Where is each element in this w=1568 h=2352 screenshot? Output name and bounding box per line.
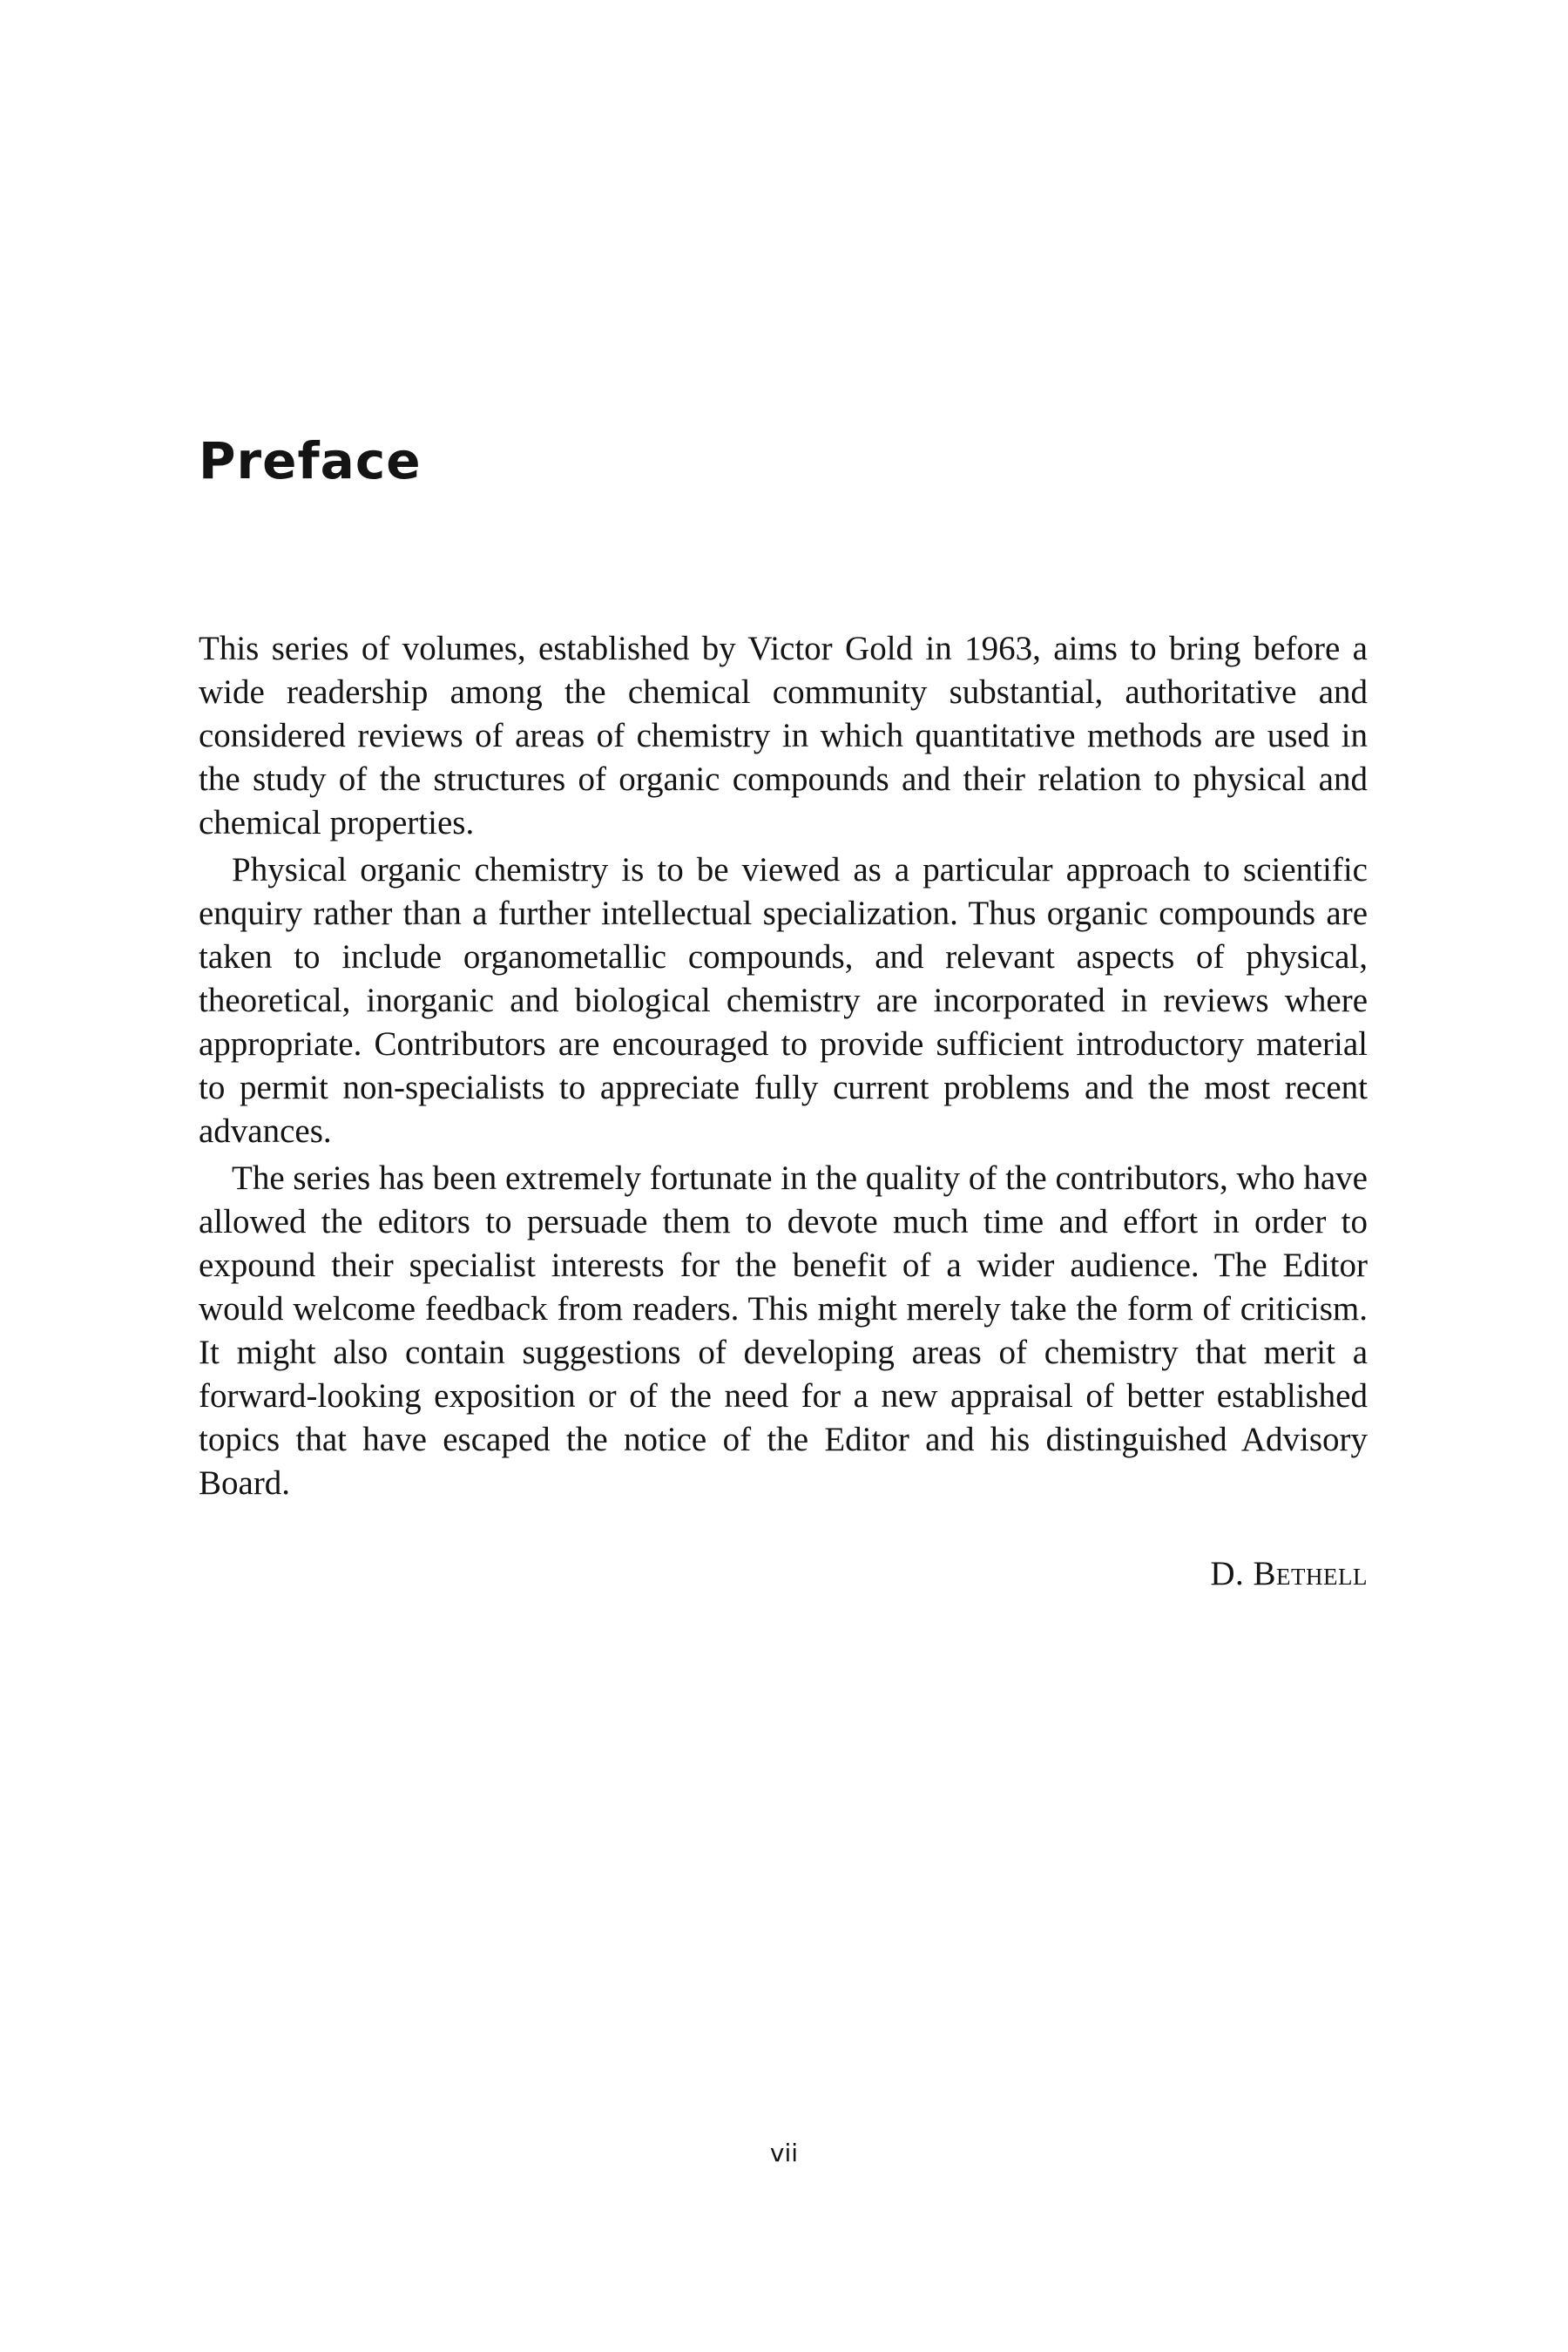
preface-body bbox=[199, 627, 1368, 1509]
page-title: Preface bbox=[199, 431, 422, 490]
paragraph-1: This series of volumes, established by Victor Gold in 1963, aims to bring before a wide readership among the chemical community substantial, authoritative and considered reviews of areas of chemistry in which quantitative methods are used in the study of the structures of organic compounds and their relation to physical and chemical properties. bbox=[199, 630, 1368, 841]
paragraph-3: The series has been extremely fortunate in the quality of the contributors, who have allowed the editors to persuade them to devote much time and effort in order to expound their specialist interests for the benefit of a wider audience. The Editor would welcome feedback from readers. This might merely take the form of criticism. It might also contain suggestions of developing areas of chemistry that merit a forward-looking exposition or of the need for a new appraisal of better established topics that have escaped the notice of the Editor and his distinguished Advisory Board. bbox=[199, 1159, 1368, 1502]
paragraph-2: Physical organic chemistry is to be viewed as a particular approach to scientific enquiry rather than a further intellectual specialization. Thus organic compounds are taken to include organometallic compounds, and relevant aspects of physical, theoretical, inorganic and biological chemistry are incorporated in reviews where appropriate. Contributors are encouraged to provide sufficient introductory material to permit non-specialists to appreciate fully current problems and the most recent advances. bbox=[199, 851, 1368, 1150]
page-number: vii bbox=[769, 2139, 799, 2167]
author-signature: D. Bethell bbox=[1210, 1555, 1368, 1592]
